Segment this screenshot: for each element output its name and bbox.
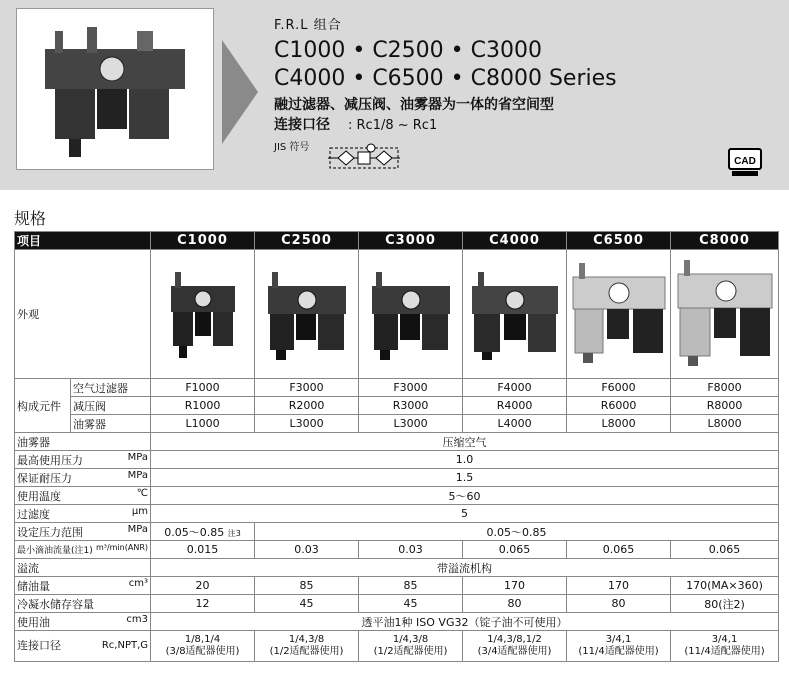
min-flow-unit: m³/min(ANR)	[95, 543, 149, 552]
port-cell-c4000	[463, 631, 567, 662]
cell: R2000	[255, 397, 359, 415]
appearance-c4000	[463, 250, 567, 379]
model-c2500: C2500	[255, 232, 359, 250]
model-c1000: C1000	[151, 232, 255, 250]
filtration-label: 过滤度	[17, 507, 50, 521]
set-pressure-c1000	[151, 523, 255, 541]
cell: 45	[255, 595, 359, 613]
jis-label: JIS 符号	[274, 142, 310, 153]
cell: F3000	[255, 379, 359, 397]
component-row-filter	[15, 379, 779, 397]
cell: R3000	[359, 397, 463, 415]
component-row-lubricator	[15, 415, 779, 433]
header-arrow	[222, 40, 258, 144]
drain-label: 冷凝水储存容量	[15, 595, 151, 613]
temperature-value: 5～60	[151, 487, 779, 505]
proof-pressure-row	[15, 469, 779, 487]
port-adapter: (3/8适配器使用)	[165, 646, 240, 657]
cad-label: CAD	[734, 156, 756, 167]
cell: F8000	[671, 379, 779, 397]
section-title: 规格	[14, 209, 47, 228]
series-description: 融过滤器、减压阀、油雾器为一体的省空间型	[274, 97, 554, 113]
temperature-label-cell	[15, 487, 151, 505]
cell: 85	[359, 577, 463, 595]
header-band	[0, 0, 789, 190]
filtration-label-cell	[15, 505, 151, 523]
cell: R6000	[567, 397, 671, 415]
port-cell-c1000	[151, 631, 255, 662]
model-c4000: C4000	[463, 232, 567, 250]
set-pressure-c1000-value: 0.05～0.85	[164, 525, 225, 539]
filtration-row	[15, 505, 779, 523]
appearance-c1000	[151, 250, 255, 379]
cell: 80	[463, 595, 567, 613]
series-subtitle: F.R.L 组合	[274, 18, 342, 33]
fluid-label: 油雾器	[15, 433, 151, 451]
component-name: 空气过滤器	[71, 379, 151, 397]
temperature-row	[15, 487, 779, 505]
cell: L1000	[151, 415, 255, 433]
cell: 170(MA×360)	[671, 577, 779, 595]
set-pressure-label: 设定压力范围	[17, 525, 83, 539]
min-flow-label: 最小滴油流量(注1)	[17, 546, 93, 556]
appearance-c2500	[255, 250, 359, 379]
port-label: 连接口径	[17, 639, 61, 652]
model-c6500: C6500	[567, 232, 671, 250]
cell: 0.03	[255, 541, 359, 559]
cell: 45	[359, 595, 463, 613]
cell: L4000	[463, 415, 567, 433]
model-c3000: C3000	[359, 232, 463, 250]
temperature-unit: ℃	[136, 487, 149, 499]
oil-label-cell	[15, 613, 151, 631]
component-name: 油雾器	[71, 415, 151, 433]
jis-symbol-icon	[328, 142, 400, 172]
table-header-row	[15, 232, 779, 250]
fluid-row	[15, 433, 779, 451]
cell: 20	[151, 577, 255, 595]
oil-capacity-row	[15, 577, 779, 595]
cell: 80	[567, 595, 671, 613]
oil-label: 使用油	[17, 615, 50, 629]
appearance-row	[15, 250, 779, 379]
oil-capacity-unit: cm³	[128, 577, 149, 589]
port-size: 1/8,1/4	[184, 634, 221, 645]
cell: 170	[463, 577, 567, 595]
port-cell-c6500	[567, 631, 671, 662]
port-size: 3/4,1	[711, 634, 738, 645]
drain-row	[15, 595, 779, 613]
port-size: 1/4,3/8	[288, 634, 325, 645]
cell: 0.065	[463, 541, 567, 559]
cell: L3000	[255, 415, 359, 433]
cad-icon[interactable]	[728, 148, 762, 178]
cell: L3000	[359, 415, 463, 433]
filtration-unit: μm	[131, 505, 149, 517]
cell: F6000	[567, 379, 671, 397]
oil-unit: cm3	[126, 613, 149, 625]
component-row-regulator	[15, 397, 779, 415]
port-row	[15, 631, 779, 662]
oil-value: 透平油1种 ISO VG32（锭子油不可使用）	[151, 613, 779, 631]
oil-row	[15, 613, 779, 631]
max-pressure-row	[15, 451, 779, 469]
spec-table	[14, 231, 779, 662]
product-photo	[16, 8, 214, 170]
set-pressure-note: 注3	[227, 528, 241, 538]
port-adapter: (1/2适配器使用)	[373, 646, 448, 657]
proof-pressure-label: 保证耐压力	[17, 471, 72, 485]
series-title-line1: C1000 • C2500 • C3000	[274, 38, 542, 63]
overflow-value: 带溢流机构	[151, 559, 779, 577]
product-image-c6500	[571, 259, 667, 369]
port-size: 1/4,3/8	[392, 634, 429, 645]
cell: R4000	[463, 397, 567, 415]
temperature-label: 使用温度	[17, 489, 61, 503]
max-pressure-label-cell	[15, 451, 151, 469]
cell: F4000	[463, 379, 567, 397]
cell: 170	[567, 577, 671, 595]
set-pressure-label-cell	[15, 523, 151, 541]
cell: 0.065	[671, 541, 779, 559]
max-pressure-value: 1.0	[151, 451, 779, 469]
components-label: 构成元件	[15, 379, 71, 433]
fluid-value: 压缩空气	[151, 433, 779, 451]
port-cell-c8000	[671, 631, 779, 662]
cell: 12	[151, 595, 255, 613]
oil-capacity-label: 储油量	[17, 579, 50, 593]
product-image-c8000	[676, 258, 774, 370]
proof-pressure-unit: MPa	[127, 469, 149, 481]
max-pressure-unit: MPa	[127, 451, 149, 463]
port-cell-c2500	[255, 631, 359, 662]
port-size-line	[274, 114, 437, 134]
appearance-c6500	[567, 250, 671, 379]
model-c8000: C8000	[671, 232, 779, 250]
component-name: 减压阀	[71, 397, 151, 415]
overflow-label: 溢流	[15, 559, 151, 577]
port-size: 3/4,1	[605, 634, 632, 645]
appearance-c8000	[671, 250, 779, 379]
appearance-c3000	[359, 250, 463, 379]
product-image-c4000	[468, 264, 562, 364]
max-pressure-label: 最高使用压力	[17, 453, 83, 467]
proof-pressure-label-cell	[15, 469, 151, 487]
frl-unit-image	[17, 9, 213, 169]
port-size-value: : Rc1/8 ~ Rc1	[348, 118, 438, 133]
set-pressure-row	[15, 523, 779, 541]
head-item: 项目	[15, 232, 151, 250]
oil-capacity-label-cell	[15, 577, 151, 595]
port-adapter: (11/4适配器使用)	[684, 646, 765, 657]
cell: 0.03	[359, 541, 463, 559]
port-label-cell	[15, 631, 151, 662]
cell: R1000	[151, 397, 255, 415]
cell: 80(注2)	[671, 595, 779, 613]
filtration-value: 5	[151, 505, 779, 523]
set-pressure-rest: 0.05～0.85	[255, 523, 779, 541]
port-unit: Rc,NPT,G	[101, 640, 149, 651]
cell: 85	[255, 577, 359, 595]
product-image-c2500	[262, 264, 352, 364]
overflow-row	[15, 559, 779, 577]
product-image-c3000	[366, 264, 456, 364]
port-cell-c3000	[359, 631, 463, 662]
product-image-c1000	[163, 264, 243, 364]
port-adapter: (3/4适配器使用)	[477, 646, 552, 657]
port-adapter: (11/4适配器使用)	[578, 646, 659, 657]
cell: L8000	[671, 415, 779, 433]
proof-pressure-value: 1.5	[151, 469, 779, 487]
cell: F1000	[151, 379, 255, 397]
cell: R8000	[671, 397, 779, 415]
port-size-label: 连接口径	[274, 117, 330, 133]
cell: L8000	[567, 415, 671, 433]
cell: 0.015	[151, 541, 255, 559]
cell: 0.065	[567, 541, 671, 559]
cell: F3000	[359, 379, 463, 397]
appearance-label: 外观	[15, 250, 151, 379]
min-flow-row	[15, 541, 779, 559]
port-adapter: (1/2适配器使用)	[269, 646, 344, 657]
port-size: 1/4,3/8,1/2	[487, 634, 542, 645]
series-title-line2: C4000 • C6500 • C8000 Series	[274, 66, 617, 91]
min-flow-label-cell	[15, 541, 151, 559]
set-pressure-unit: MPa	[127, 523, 149, 535]
